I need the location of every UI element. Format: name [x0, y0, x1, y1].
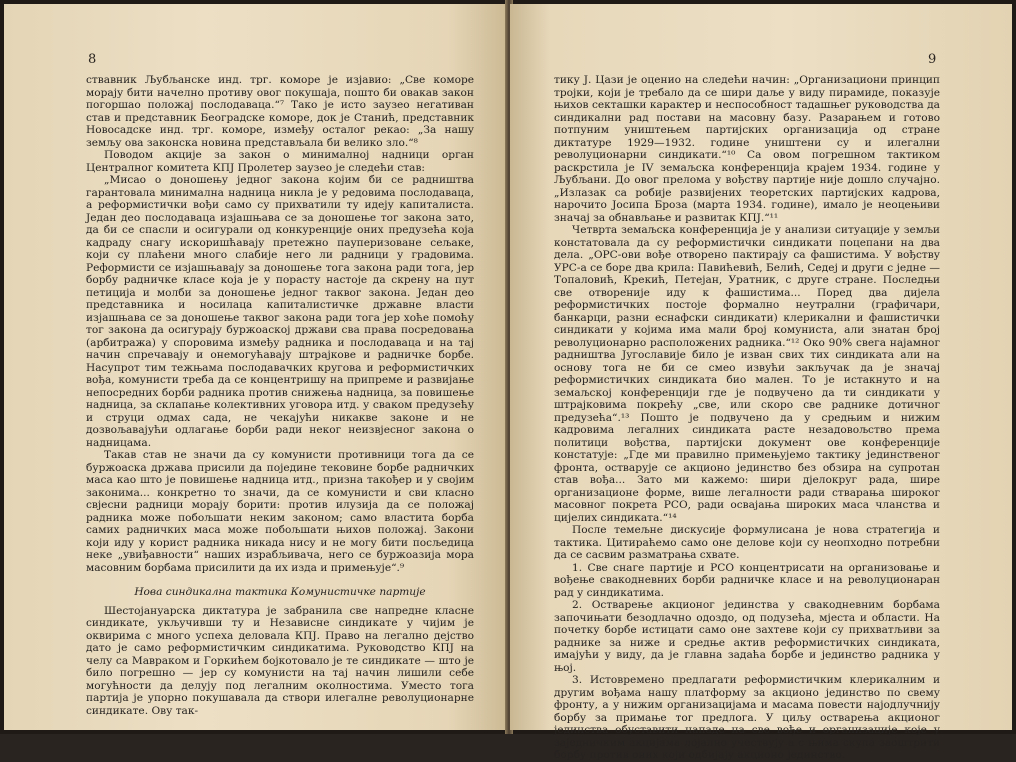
left-paragraph-2: Поводом акције за закон о минималној надници орган Централног комитета КПЈ Пролетер заузео је следећи став:	[86, 149, 474, 174]
right-paragraph-2: Четврта земаљска конференција је у анализи ситуације у земљи констатовала да су реформистички синдикати поцепани на два дела. „ОРС-ови вође отворено пактирају са фашистима. У вођству УРС-а се боре два крила: Павићевић, Белић, Седеј и други с једне — Топаловић, Крекић, Петејан, Уратник, с друге стране. Последњи све отвореније иду к фашистима... Поред два дијела реформистичких постоје формално неутрални (графичари, банкарци, разни еснафски синдикати) клерикални и фашистички синдикати у којима има мали број комуниста, али знатан број револуционарно расположених радника.“¹² Око 90% свега најамног радништва Југославије било је изван свих тих синдиката али на основу тога не би се смео извући закључак да је значај реформистичких синдиката био мален. То је истакнуто и на земаљској конференцији где је подвучено да ти синдикати у штрајковима покрећу „све, или скоро све раднике дотичног предузећа“.¹³ Пошто је подвучено да у средњим и нижим кадровима легалних синдиката расте незадовољство према политици вођства, партијски документ ове конференције констатује: „Где ми правилно примењујемо тактику јединственог фронта, остварује се акционо јединство без обзира на супротан став вођа... Зато ми кажемо: шири дјелокруг рада, шире организационе форме, више легалности ради стварања широког масовног покрета РСО, ради освајања широких маса чланства и цијелих синдиката.“¹⁴	[554, 224, 940, 524]
right-paragraph-3: После темељне дискусије формулисана је нова стратегија и тактика. Цитираћемо само оне делове који су неопходно потребни да се сасвим разматрања схвате.	[554, 524, 940, 561]
left-paragraph-5: Шестојануарска диктатура је забранила све напредне класне синдикате, укључивши ту и Независне синдикате у чијим је оквирима с много успеха деловала КПЈ. Право на легално дејство дато је само реформистичким синдикатима. Руководство КПЈ на челу са Мавраком и Горкићем бојкотовало је те синдикате — што је било погрешно — јер су комунисти на тај начин лишили себе могућности да делују под легалним околностима. Уместо тога партија је упорно покушавала да створи илегалне револуционарне синдикате. Ову так-	[86, 604, 474, 717]
left-paragraph-3: „Мисао о доношењу једног закона којим би се радништва гарантовала минимална надница никла је у редовима послодаваца, а реформистички вођи само су прихватили ту идеју капиталиста. Један део послодаваца изјашњава се за доношење тог закона зато, да би се спасли и осигурали од конкуренције оних предузећа која кадраду снагу искоришћавају претежно пауперизоване сељаке, који су плаћени много слабије него ли радници у градовима. Реформисти се изјашњавају за доношење тога закона ради тога, јер борбу радничке класе која је у порасту настоје да скрену на пут петиција и молби за доношење једног таквог закона. Један део представника и носилаца капиталистичке државне власти изјашњава се за доношење таквог закона ради тога јер хоће помоћу тог закона да осигурају буржоаској држави сва права посредовања (арбитража) у споровима између радника и послодаваца и на тај начин спречавају и онемогућавају штрајкове и радничке борбе. Насупрот тим тежњама послодавачких кругова и реформистичких вођа, комунисти треба да се концентришу на припреме и развијање непосредних борби радника против снижења надница, за повишење надница, за склапање колективних уговора итд. у сваком предузећу и струци одмах сада, не чекајући никакве законе и не дозвољавајући одлагање борби ради неког неизвјесног закона о надницама.	[86, 174, 474, 449]
left-paragraph-4: Такав став не значи да су комунисти противници тога да се буржоаска држава присили да поједине тековине борбе радничких маса као што је повишење надница итд., призна такођер и у својим законима... конкретно то значи, да се комунисти и сви класно свјесни радници морају борити: против илузија да се положај радника може побољшати неким законом; само властита борба самих радничких маса може побољшати њихов положај. Закони који иду у корист радника никада нису и не могу бити посљедица неке „увиђавности“ наших израбљивача, него се буржоазија мора масовним борбама присилити да их изда и примењује“.⁹	[86, 449, 474, 574]
right-paragraph-1: тику Ј. Цази је оценио на следећи начин: „Организациони принцип тројки, који је требало да се шири даље у виду пирамиде, показује њихов секташки карактер и неспособност тадашњег руководства да синдикални рад постави на масовну базу. Разарањем и готово потпуним уништењем партијских организација од стране диктатуре 1929—1932. године уништени су и илегални револуционарни синдикати.“¹⁰ Са овом погрешном тактиком раскрстила је IV земаљска конференција крајем 1934. године у Љубљани. До овог прелома у вођству партије није дошло случајно. „Излазак са робије развијених теоретских партијских кадрова, нарочито Јосипа Броза (марта 1934. године), имало је неоцењиви значај за обнављање и развитак КПЈ.“¹¹	[554, 74, 940, 224]
right-paragraph-4: 1. Све снаге партије и РСО концентрисати на организовање и вођење свакодневних борби радничке класе и на револуционаран рад у синдикатима.	[554, 561, 940, 599]
right-page	[510, 4, 1012, 761]
right-page-text	[554, 74, 940, 762]
right-paragraph-6: 3. Истовремено предлагати реформистичким клерикалним и другим вођама нашу платформу за акционо јединство по свему фронту, а у нижим организацијама и масама повести најодлучнију борбу за примање тог предлога. У циљу остварења акционог јединства обуставити нападе на све вође и организације које у заједничким акцијама лојално учествују а с њима скупа заоштрити борбу против оних који одбијају акционо јединство.	[554, 674, 940, 761]
left-page	[4, 4, 508, 730]
left-paragraph-1: ствавник Љубљанске инд. трг. коморе је изјавио: „Све коморе морају бити начелно противу овог покушаја, пошто би овакав закон погоршао положај послодаваца.“⁷ Тако је исто заузео негативан став и представник Београдске коморе, док је Станић, представник Новосадске инд. трг. коморе, између осталог рекао: „За нашу земљу ова законска новина представљала би велико зло.“⁸	[86, 74, 474, 149]
page-number-right: 9	[928, 52, 937, 67]
left-page-text	[86, 74, 474, 717]
right-paragraph-5: 2. Остварење акционог јединства у свакодневним борбама започињати безодлачно одоздо, од подузећа, мјеста и области. На почетку борбе истицати само оне захтеве који су прихватљиви за раднике за ниже и средње актив реформистичких синдиката, имајући у виду, да је главна задаћа борбе и јединство радника у њој.	[554, 599, 940, 674]
page-number-left: 8	[88, 52, 97, 67]
section-heading: Нова синдикална тактика Комунистичке партије	[134, 586, 426, 598]
